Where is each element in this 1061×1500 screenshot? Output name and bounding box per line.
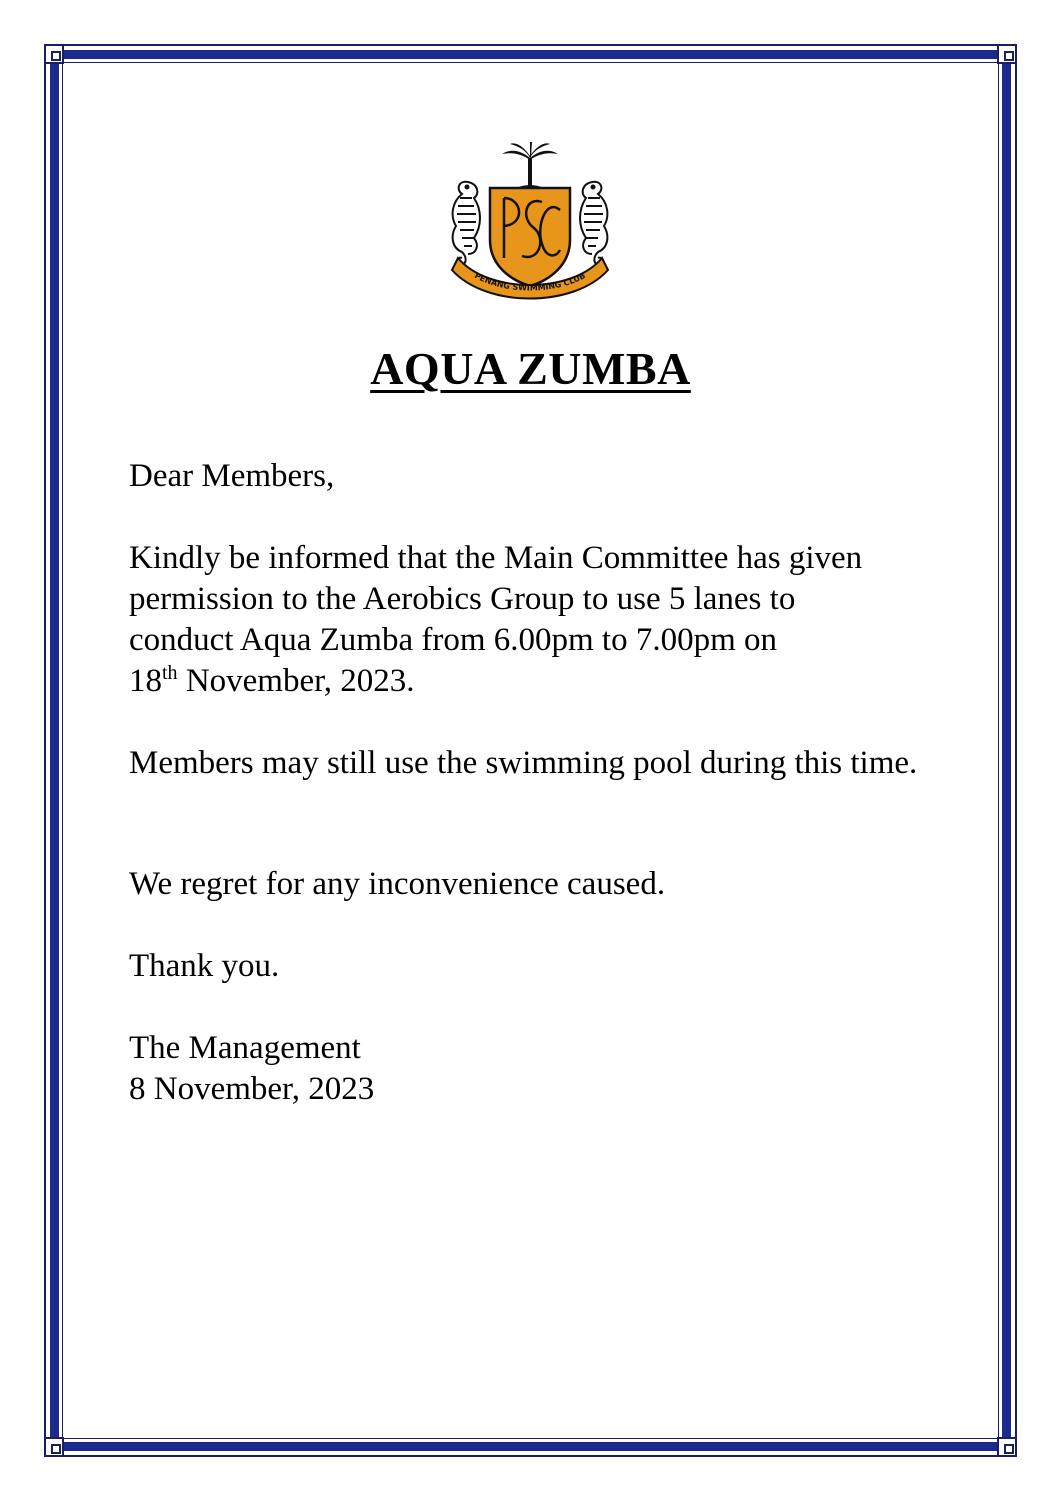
border-corner-ornament: [997, 1437, 1017, 1457]
border-corner-ornament: [44, 44, 64, 64]
event-date-line: [129, 661, 932, 702]
event-day: 18: [129, 663, 162, 699]
signatory: The Management: [129, 1030, 361, 1066]
signature-block: [129, 1028, 932, 1110]
border-corner-ornament: [44, 1437, 64, 1457]
closing-text: Thank you.: [129, 948, 280, 984]
seahorse-icon: [453, 182, 480, 265]
event-month-year: November, 2023.: [177, 663, 415, 699]
paragraph-line: permission to the Aerobics Group to use 5 lanes to: [129, 581, 796, 617]
club-logo: [438, 140, 622, 300]
paragraph-line: conduct Aqua Zumba from 6.00pm to 7.00pm on: [129, 622, 777, 658]
greeting: Dear Members,: [129, 458, 335, 494]
paragraph-line: Kindly be informed that the Main Committee has given: [129, 540, 863, 576]
border-corner-ornament: [997, 44, 1017, 64]
seahorse-icon: [580, 182, 607, 265]
notice-title-text: AQUA ZUMBA: [370, 343, 691, 394]
pool-usage-paragraph: Members may still use the swimming pool during this time.: [129, 745, 918, 781]
apology-paragraph: We regret for any inconvenience caused.: [129, 866, 666, 902]
announcement-paragraph: [129, 538, 932, 702]
ordinal-suffix: th: [162, 662, 178, 684]
palm-tree-icon: [502, 142, 558, 188]
notice-date: 8 November, 2023: [129, 1071, 375, 1107]
page-title: [0, 342, 1061, 395]
logo-ribbon-text: PENANG SWIMMING CLUB: [473, 271, 587, 293]
